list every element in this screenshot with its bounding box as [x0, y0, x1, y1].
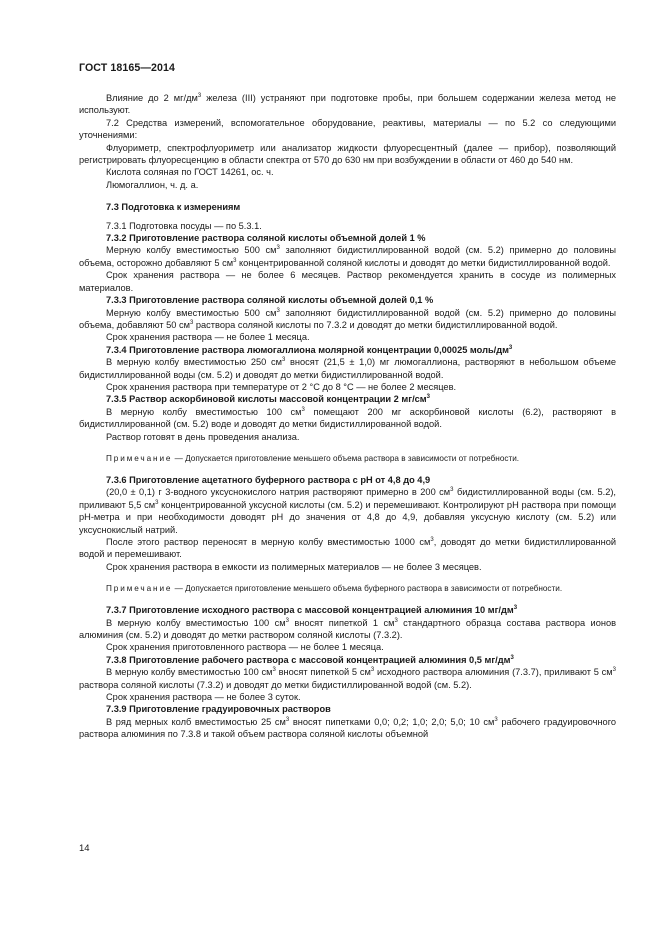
section-heading: 7.3 Подготовка к измерениям: [106, 202, 241, 213]
body-paragraph: Люмогаллион, ч. д. а.: [106, 179, 199, 190]
section-heading: 7.3.5 Раствор аскорбиновой кислоты массовой концентрации 2 $мг/см^3$: [106, 394, 430, 405]
body-paragraph: Срок хранения раствора при температуре от 2 °С до 8 °С — не более 2 месяцев.: [106, 381, 457, 392]
section-heading: 7.3.6 Приготовление ацетатного буферного раствора с рН от 4,8 до 4,9: [106, 474, 431, 485]
body-paragraph: Влияние до 2 $мг/дм^3$ железа (III) устраняют при подготовке пробы, при большем содержании железа метод не используют.: [79, 92, 616, 116]
body-paragraph: Кислота соляная по ГОСТ 14261, ос. ч.: [106, 167, 274, 178]
note-paragraph: Примечание — Допускается приготовление меньшего объема раствора в зависимости от потребности.: [106, 453, 520, 463]
body-paragraph: В мерную колбу вместимостью 100 $см^3$ вносят пипеткой 5 $см^3$ исходного раствора алюминия (7.3.7), приливают 5 $см^3$ раствора соляной кислоты (7.3.2) и доводят до метки бидистиллированной водой (см. 5.2).: [79, 667, 617, 690]
document-header: ГОСТ 18165—2014: [79, 62, 176, 74]
body-paragraph: Мерную колбу вместимостью 500 $см^3$ заполняют бидистиллированной водой (см. 5.2) примерно до половины объема, осторожно добавляют 5 $см^3$ концентрированной соляной кислоты и доводят до метки бидистиллированной водой.: [79, 245, 617, 268]
section-heading: 7.3.4 Приготовление раствора люмогаллиона молярной концентрации 0,00025 моль/$дм^3$: [106, 344, 513, 355]
body-paragraph: Срок хранения раствора — не более 3 суток.: [106, 692, 301, 703]
body-paragraph: В мерную колбу вместимостью 100 $см^3$ помещают 200 мг аскорбиновой кислоты (6.2), растворяют в бидистиллированной (см. 5.2) воде и доводят до метки бидистиллированной водой.: [79, 406, 617, 430]
section-heading: 7.3.8 Приготовление рабочего раствора с массовой концентрацией алюминия 0,5 $мг/дм^3$: [106, 654, 514, 665]
body-paragraph: Срок хранения раствора в емкости из полимерных материалов — не более 3 месяцев.: [106, 561, 482, 572]
body-paragraph: В ряд мерных колб вместимостью 25 $см^3$ вносят пипетками 0,0; 0,2; 1,0; 2,0; 5,0; 10 $см^3$ рабочего градуировочного раствора алюминия по 7.3.8 и такой объем раствора соляной кислоты объемной: [79, 716, 617, 740]
body-paragraph: В мерную колбу вместимостью 250 $см^3$ вносят (21,5 ± 1,0) мг люмогаллиона, растворяют в небольшом объеме бидистиллированной воды (см. 5.2) и доводят до метки бидистиллированной водой.: [79, 357, 616, 380]
body-paragraph: В мерную колбу вместимостью 100 $см^3$ вносят пипеткой 1 $см^3$ стандартного образца состава раствора ионов алюминия (см. 5.2) и доводят до метки раствором соляной кислоты (7.3.2).: [79, 617, 616, 641]
section-heading: 7.3.2 Приготовление раствора соляной кислоты объемной долей 1 %: [106, 233, 426, 244]
page-number: 14: [79, 843, 90, 854]
body-paragraph: Срок хранения раствора — не более 6 месяцев. Раствор рекомендуется хранить в сосуде из полимерных материалов.: [79, 270, 616, 293]
body-paragraph: (20,0 ± 0,1) г 3-водного уксуснокислого натрия растворяют примерно в 200 $см^3$ бидистиллированной воды (см. 5.2), приливают 5,5 $см^3$ концентрированной уксусной кислоты (см. 5.2) и перемешивают. Контролируют рН раствора при помощи рН-метра и при необходимости доводят рН до значения от 4,8 до 4,9, добавляя уксусную кислоту (см. 5.2) или уксуснокислый натрий.: [79, 487, 616, 535]
body-paragraph: Раствор готовят в день проведения анализа.: [106, 431, 300, 442]
section-heading: 7.3.9 Приготовление градуировочных растворов: [106, 704, 331, 715]
body-paragraph: Срок хранения раствора — не более 1 месяца.: [106, 332, 310, 343]
note-paragraph: Примечание — Допускается приготовление меньшего объема буферного раствора в зависимости от потребности.: [106, 584, 563, 594]
body-paragraph: Срок хранения приготовленного раствора — не более 1 месяца.: [106, 642, 384, 653]
body-paragraph: 7.2 Средства измерений, вспомогательное оборудование, реактивы, материалы — по 5.2 со следующими уточнениями:: [79, 117, 616, 141]
section-heading: 7.3.7 Приготовление исходного раствора с массовой концентрацией алюминия 10 $мг/дм^3$: [106, 605, 518, 616]
body-paragraph: Флуориметр, спектрофлуориметр или анализатор жидкости флуоресцентный (далее — прибор), позволяющий регистрировать флуоресценцию в области спектра от 570 до 630 нм при возбуждении в области от 460 до 540 нм.: [79, 142, 616, 166]
section-heading: 7.3.3 Приготовление раствора соляной кислоты объемной долей 0,1 %: [106, 295, 434, 306]
body-paragraph: 7.3.1 Подготовка посуды — по 5.3.1.: [106, 220, 262, 231]
body-paragraph: Мерную колбу вместимостью 500 $см^3$ заполняют бидистиллированной водой (см. 5.2) примерно до половины объема, добавляют 50 $см^3$ раствора соляной кислоты по 7.3.2 и доводят до метки бидистиллированной водой.: [79, 307, 617, 330]
body-paragraph: После этого раствор переносят в мерную колбу вместимостью 1000 $см^3$, доводят до метки бидистиллированной водой и перемешивают.: [79, 536, 617, 560]
document-body: [79, 92, 616, 741]
